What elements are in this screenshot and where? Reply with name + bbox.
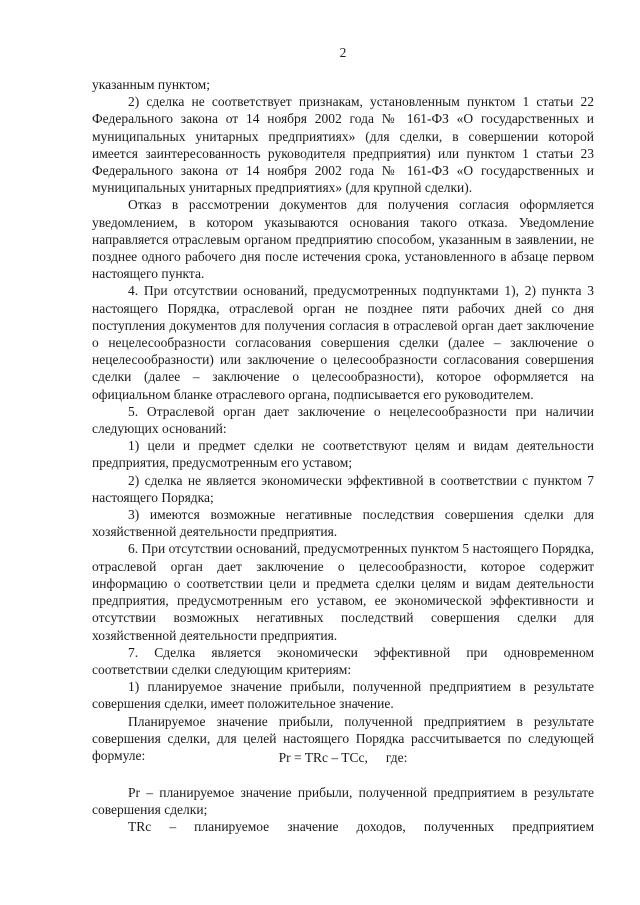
formula-expression: Pr = TRc – TCc, [278, 750, 368, 765]
definition-item: TRc – планируемое значение доходов, полученных предприятием [128, 819, 594, 835]
paragraph: 5. Отраслевой орган дает заключение о нецелесообразности при наличии следующих оснований: [92, 403, 594, 437]
formula-definitions [92, 784, 594, 836]
paragraph: указанным пунктом; [92, 77, 210, 92]
definition-item: Pr – планируемое значение прибыли, полученной предприятием в результате совершения сделки; [92, 785, 594, 818]
paragraph: 2) сделка не соответствует признакам, установленным пунктом 1 статьи 22 Федерального закона от 14 ноября 2002 года № 161-ФЗ «О государственных и муниципальных унитарных предприятиях» (для сделки, в совершении которой имеется заинтересованность руководителя предприятия) или пунктом 1 статьи 23 Федерального закона от 14 ноября 2002 года № 161-ФЗ «О государственных и муниципальных унитарных предприятиях» (для крупной сделки). [92, 94, 594, 196]
paragraph: 6. При отсутствии оснований, предусмотренных пунктом 5 настоящего Порядка, отраслевой орган дает заключение о целесообразности, которое содержит информацию о соответствии цели и предмета сделки целям и видам деятельности предприятия, предусмотренным его уставом, ее экономической эффективности и отсутствии возможных негативных последствий совершения сделки для хозяйственной деятельности предприятия. [92, 541, 594, 643]
paragraph: Отказ в рассмотрении документов для получения согласия оформляется уведомлением, в котором указываются основания такого отказа. Уведомление направляется отраслевым органом предприятию способом, указанным в заявлении, не позднее одного рабочего дня после истечения срока, установленного в абзаце первом настоящего пункта. [92, 197, 594, 282]
paragraph: 1) цели и предмет сделки не соответствуют целям и видам деятельности предприятия, предусмотренным его уставом; [92, 438, 594, 471]
body-text [92, 76, 594, 764]
paragraph: 4. При отсутствии оснований, предусмотренных подпунктами 1), 2) пункта 3 настоящего Порядка, отраслевой орган не позднее пяти рабочих дней со дня поступления документов для получения согласия в отраслевой орган дает заключение о нецелесообразности согласования совершения сделки (далее – заключение о нецелесообразности) или заключение о целесообразности согласования совершения сделки (далее – заключение о целесообразности), которое оформляется на официальном бланке отраслевого органа, подписывается его руководителем. [92, 283, 594, 402]
page-number: 2 [339, 45, 347, 60]
paragraph: Планируемое значение прибыли, полученной предприятием в результате совершения сделки, для целей настоящего Порядка рассчитывается по следующей формуле: [92, 713, 594, 763]
paragraph: 3) имеются возможные негативные последствия совершения сделки для хозяйственной деятельности предприятия. [92, 507, 594, 540]
formula-suffix: где: [385, 750, 408, 765]
paragraph: 2) сделка не является экономически эффективной в соответствии с пунктом 7 настоящего Порядка; [92, 472, 594, 505]
document-page [92, 0, 594, 905]
paragraph: 7. Сделка является экономически эффективной при одновременном соответствии сделки следующим критериям: [92, 644, 594, 677]
paragraph: 1) планируемое значение прибыли, полученной предприятием в результате совершения сделки, имеет положительное значение. [92, 679, 594, 712]
profit-formula [92, 749, 594, 766]
